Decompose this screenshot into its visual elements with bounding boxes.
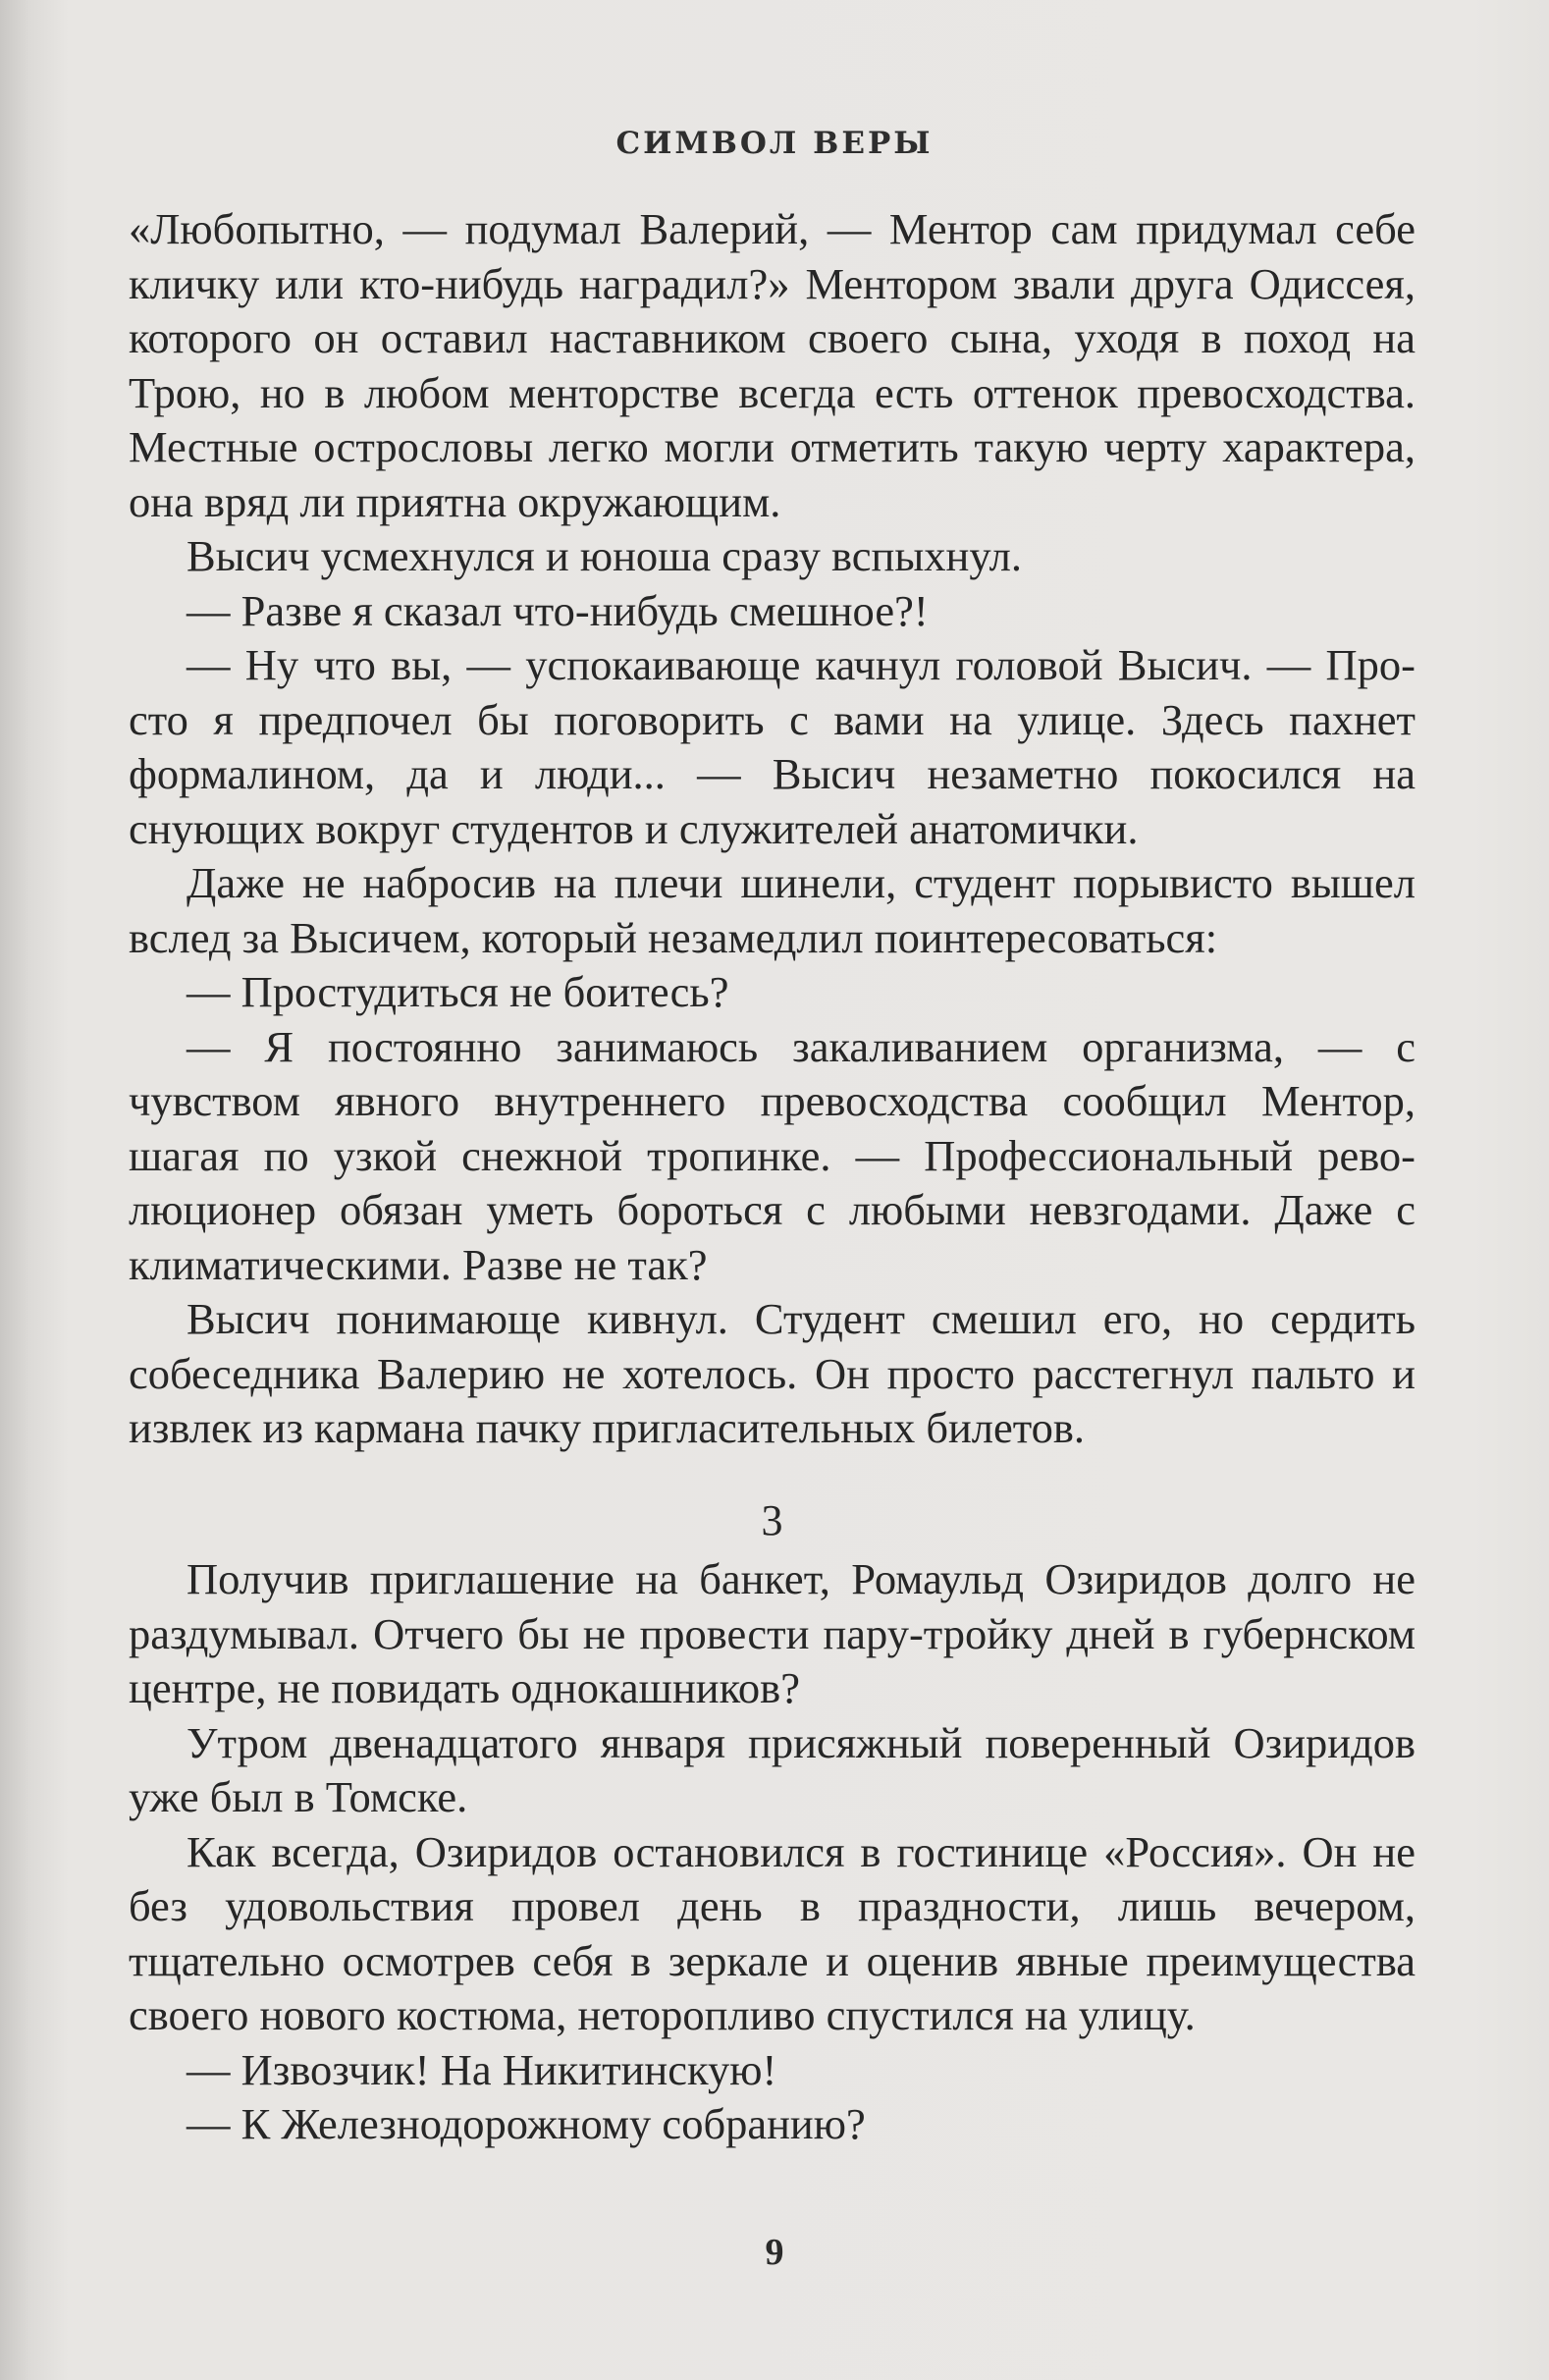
paragraph: Высич понимающе кивнул. Студент смешил его, но сердить собеседника Валерию не хотелось. Он просто расстегнул пальто и извлек из кармана пачку пригласительных билетов.	[129, 1294, 1415, 1452]
paragraph: — Я постоянно занимаюсь закаливанием организма, — с чувством явного внутреннего превосходства сообщил Ментор, шагая по узкой снежной тропинке. — Профессиональный революционер обязан уметь бороться с любыми невзгодами. Даже с климатическими. Разве не так?	[129, 1021, 1415, 1289]
main-text	[129, 202, 1415, 2152]
chapter-number: 3	[761, 1495, 783, 1544]
paragraph: — Разве я сказал что-нибудь смешное?!	[187, 585, 929, 635]
paragraph: — Простудиться не боитесь?	[187, 967, 729, 1016]
paragraph: — Извозчик! На Никитинскую!	[187, 2044, 777, 2094]
running-title: СИМВОЛ ВЕРЫ	[615, 126, 934, 161]
paragraph: — Ну что вы, — успокаивающе качнул головой Высич. — Просто я предпочел бы поговорить с вами на улице. Здесь пахнет формалином, да и люди... — Высич незаметно покосился на снующих вокруг студентов и служителей анатомички.	[129, 640, 1415, 853]
paragraph: — К Железнодорожному собранию?	[187, 2099, 866, 2148]
paragraph: Даже не набросив на плечи шинели, студент порывисто вышел вслед за Высичем, который незамедлил поинтересоваться:	[129, 858, 1415, 962]
paragraph: Утром двенадцатого января присяжный поверенный Озиридов уже был в Томске.	[129, 1717, 1415, 1821]
paragraph: Высич усмехнулся и юноша сразу вспыхнул.	[187, 531, 1022, 580]
page-number: 9	[765, 2232, 784, 2273]
paragraph: Получив приглашение на банкет, Ромаульд Озиридов долго не раздумывал. Отчего бы не провести пару-тройку дней в губернском центре, не повидать однокашников?	[129, 1554, 1415, 1712]
paragraph: «Любопытно, — подумал Валерий, — Ментор сам придумал себе кличку или кто-нибудь наградил?» Ментором звали друга Одиссея, которого он оставил наставником своего сына, уходя в поход на Трою, но в любом менторстве всегда есть оттенок превосходства. Местные острословы легко могли отметить такую черту характера, она вряд ли приятна окружающим.	[129, 204, 1415, 526]
paragraph: Как всегда, Озиридов остановился в гостинице «Россия». Он не без удовольствия провел день в праздности, лишь вечером, тщательно осмотрев себя в зеркале и оценив явные преимущества своего нового костюма, неторопливо спустился на улицу.	[129, 1826, 1415, 2039]
